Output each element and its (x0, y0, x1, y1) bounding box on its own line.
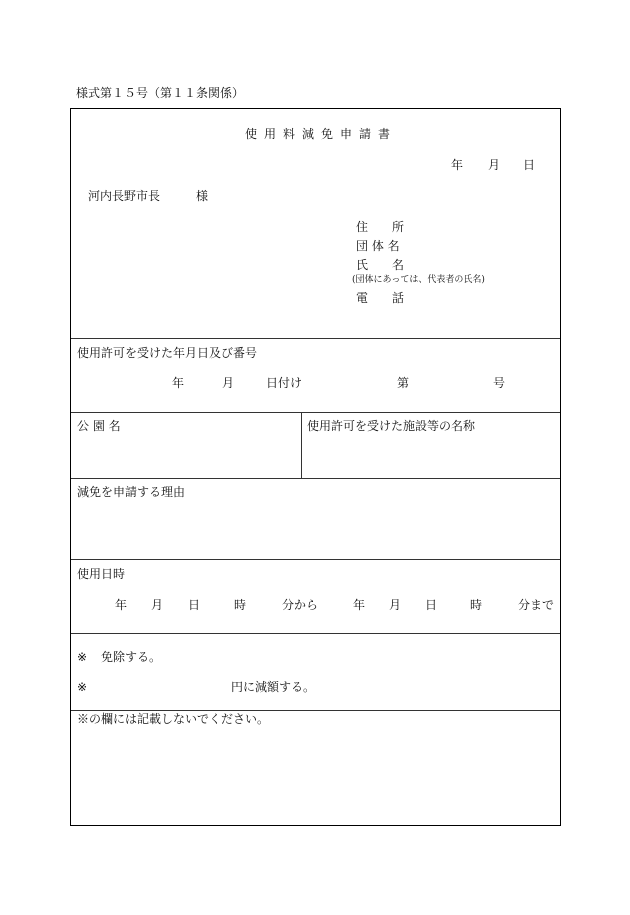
facility-name-label: 使用許可を受けた施設等の名称 (307, 419, 476, 433)
date-month: 月 (488, 158, 501, 172)
park-name-label: 公 園 名 (77, 419, 121, 433)
addressee-honorific: 様 (196, 189, 209, 203)
permit-date-suffix: 日付け (266, 376, 303, 390)
application-form (70, 108, 561, 826)
form-label: 様式第１５号（第１１条関係） (76, 86, 245, 100)
form-title: 使用料減免申請書 (245, 127, 398, 141)
column-divider (301, 412, 302, 478)
date-year: 年 (451, 158, 464, 172)
divider (71, 559, 560, 560)
usage-to-year: 年 (353, 598, 366, 612)
applicant-name-note: (団体にあっては、代表者の氏名) (352, 275, 485, 285)
reason-label: 減免を申請する理由 (77, 485, 186, 499)
permit-no-prefix: 第 (397, 376, 410, 390)
usage-to-minute: 分まで (518, 598, 555, 612)
usage-from-hour: 時 (234, 598, 247, 612)
usage-from-minute: 分から (282, 598, 319, 612)
mark-reduce: ※ (77, 680, 88, 694)
usage-label: 使用日時 (77, 567, 126, 581)
footer-note: ※の欄には記載しないでください。 (77, 712, 270, 726)
divider (71, 478, 560, 479)
usage-from-year: 年 (115, 598, 128, 612)
permit-year: 年 (172, 376, 185, 390)
usage-to-month: 月 (389, 598, 402, 612)
permit-no-suffix: 号 (493, 376, 506, 390)
divider (71, 710, 560, 711)
divider (71, 412, 560, 413)
applicant-name-label: 氏 名 (356, 258, 405, 272)
reduce-text: 円に減額する。 (231, 680, 316, 694)
usage-from-month: 月 (151, 598, 164, 612)
permit-label: 使用許可を受けた年月日及び番号 (77, 346, 258, 360)
usage-to-day: 日 (425, 598, 438, 612)
applicant-phone-label: 電 話 (356, 291, 405, 305)
usage-from-day: 日 (188, 598, 201, 612)
usage-to-hour: 時 (470, 598, 483, 612)
exempt-text: 免除する。 (101, 650, 162, 664)
applicant-group-label: 団 体 名 (356, 239, 400, 253)
divider (71, 338, 560, 339)
mark-exempt: ※ (77, 650, 88, 664)
divider (71, 633, 560, 634)
date-day: 日 (523, 158, 536, 172)
permit-month: 月 (222, 376, 235, 390)
applicant-address-label: 住 所 (356, 220, 405, 234)
addressee-name: 河内長野市長 (88, 189, 161, 203)
